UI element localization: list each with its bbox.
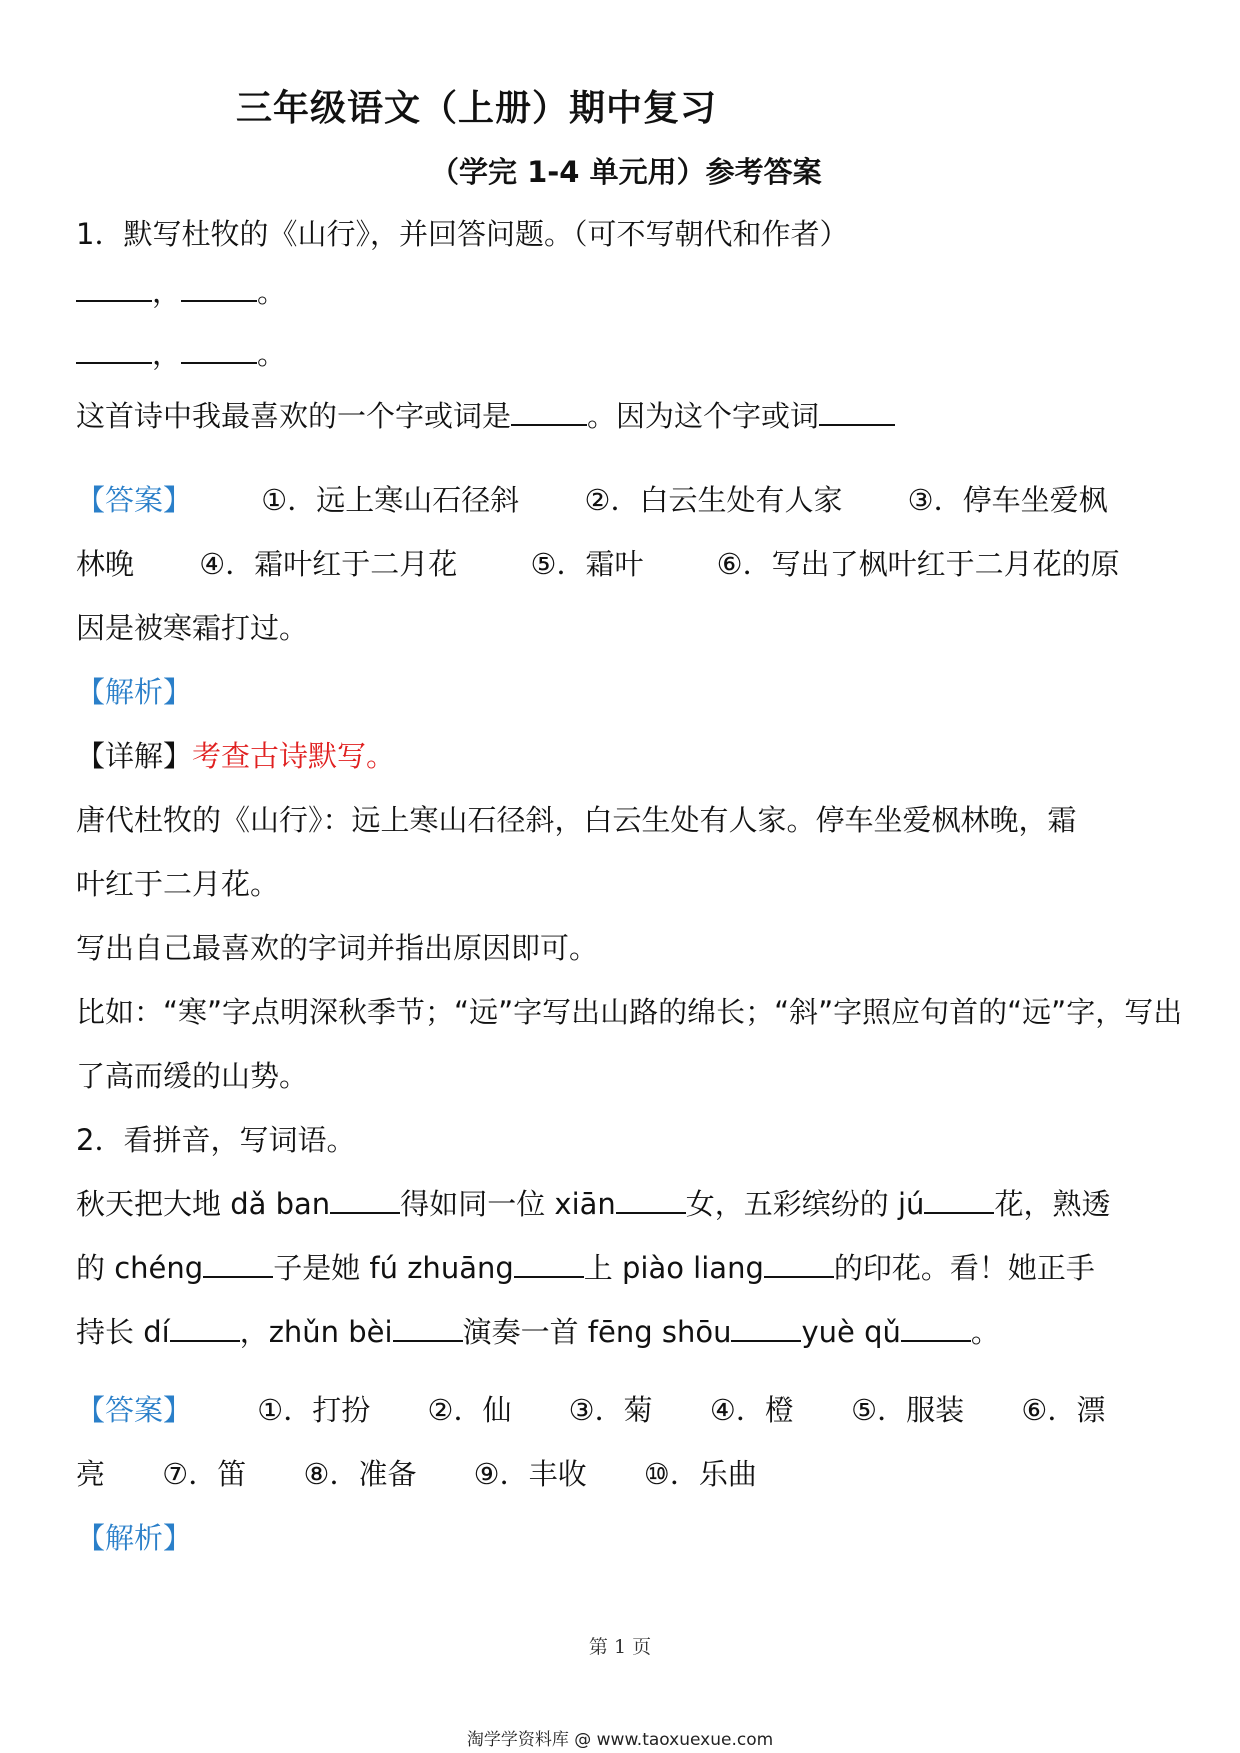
page-subtitle: （学完 1-4 单元用）参考答案 — [430, 155, 822, 189]
answer-item: ⑦．笛 — [162, 1457, 247, 1491]
answer-blank — [514, 1252, 584, 1278]
analysis-tag: 【解析】 — [76, 1521, 193, 1555]
q1-answer-line-3: 因是被寒霜打过。 — [76, 611, 309, 645]
answer-blank — [393, 1316, 463, 1342]
q1-answer-line-1 — [76, 480, 1108, 520]
answer-blank — [731, 1316, 801, 1342]
q1-blank-line-1: ， 。 — [76, 272, 286, 312]
page-number: 第 1 页 — [588, 1636, 652, 1658]
answer-item: ①．打扮 — [257, 1393, 371, 1427]
answer-blank — [181, 276, 257, 302]
answer-blank — [511, 400, 587, 426]
answer-item: 亮 — [76, 1457, 106, 1491]
answer-tag: 【答案】 — [76, 1393, 193, 1427]
q2-pinyin-line-3: 持长 dí ，zhǔn bèi 演奏一首 fēng shōu yuè qǔ 。 — [76, 1315, 1000, 1349]
q1-blank-line-2: ， 。 — [76, 334, 286, 374]
analysis-tag: 【解析】 — [76, 675, 193, 709]
q1-explain-line: 比如：“寒”字点明深秋季节；“远”字写出山路的绵长；“斜”字照应句首的“远”字，写出 — [76, 995, 1183, 1029]
answer-blank — [170, 1316, 240, 1342]
q1-answer-line-2 — [76, 544, 1120, 584]
q2-answer-line-1 — [76, 1390, 1105, 1430]
page-title: 三年级语文（上册）期中复习 — [236, 88, 718, 129]
q1-favorite-line: 这首诗中我最喜欢的一个字或词是 。因为这个字或词 — [76, 396, 895, 436]
q2-pinyin-line-2: 的 chéng 子是她 fú zhuāng 上 piào liang 的印花。看！她正手 — [76, 1251, 1095, 1285]
answer-blank — [764, 1252, 834, 1278]
answer-item: 林晚 — [76, 547, 135, 581]
answer-blank — [181, 338, 257, 364]
q1-explain-line: 写出自己最喜欢的字词并指出原因即可。 — [76, 931, 599, 965]
detail-tag: 【详解】 — [76, 739, 193, 773]
answer-item: ⑧．准备 — [303, 1457, 417, 1491]
q2-prompt: 2．看拼音，写词语。 — [76, 1123, 356, 1157]
answer-blank — [616, 1188, 686, 1214]
answer-tag: 【答案】 — [76, 483, 193, 517]
answer-item: ⑥．写出了枫叶红于二月花的原 — [716, 547, 1120, 581]
answer-item: ①．远上寒山石径斜 — [261, 483, 520, 517]
q1-explain-line: 唐代杜牧的《山行》：远上寒山石径斜，白云生处有人家。停车坐爱枫林晚，霜 — [76, 803, 1077, 837]
answer-item: ⑤．霜叶 — [530, 547, 644, 581]
answer-blank — [924, 1188, 994, 1214]
answer-blank — [330, 1188, 400, 1214]
answer-item: ②．白云生处有人家 — [584, 483, 843, 517]
answer-item: ②．仙 — [427, 1393, 512, 1427]
answer-item: ③．停车坐爱枫 — [907, 483, 1108, 517]
answer-blank — [203, 1252, 273, 1278]
q2-pinyin-line-1: 秋天把大地 dǎ ban 得如同一位 xiān 女，五彩缤纷的 jú 花，熟透 — [76, 1187, 1111, 1221]
detail-highlight: 考查古诗默写。 — [192, 739, 396, 773]
answer-blank — [76, 276, 152, 302]
answer-item: ⑥．漂 — [1021, 1393, 1106, 1427]
answer-item: ④．霜叶红于二月花 — [199, 547, 458, 581]
q1-explain-line: 叶红于二月花。 — [76, 867, 280, 901]
answer-blank — [76, 338, 152, 364]
answer-blank — [819, 400, 895, 426]
footer-watermark: 淘学学资料库 @ www.taoxuexue.com — [466, 1730, 774, 1750]
q2-answer-line-2 — [76, 1454, 757, 1494]
q1-prompt: 1．默写杜牧的《山行》，并回答问题。（可不写朝代和作者） — [76, 217, 849, 251]
answer-item: ④．橙 — [709, 1393, 794, 1427]
answer-item: ⑩．乐曲 — [643, 1457, 757, 1491]
q1-explain-line: 了高而缓的山势。 — [76, 1059, 309, 1093]
answer-item: ⑤．服装 — [851, 1393, 965, 1427]
answer-blank — [901, 1316, 971, 1342]
q1-detail-line — [76, 736, 395, 776]
answer-item: ③．菊 — [568, 1393, 653, 1427]
answer-item: ⑨．丰收 — [473, 1457, 587, 1491]
